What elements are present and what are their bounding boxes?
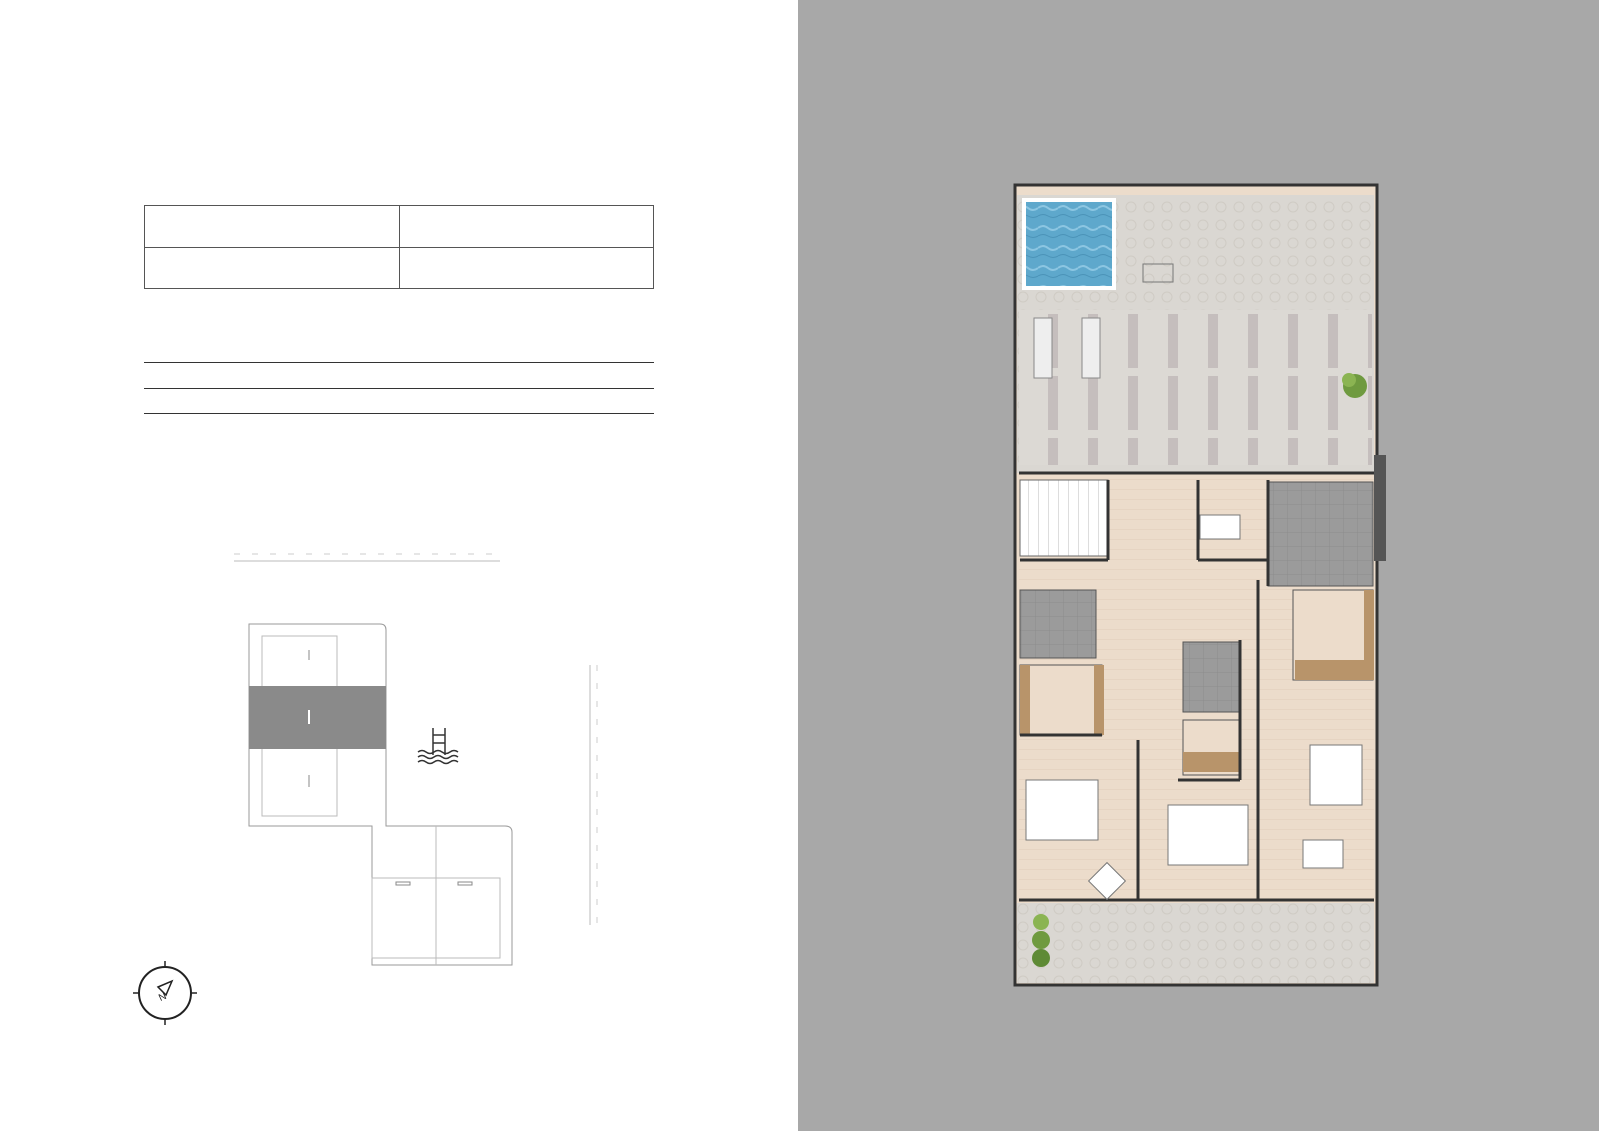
unit-info-table bbox=[144, 205, 654, 289]
plunge-pool bbox=[1024, 200, 1114, 288]
unit-series-header bbox=[399, 206, 654, 248]
levels-header bbox=[145, 206, 400, 248]
area-row-balcony bbox=[144, 389, 654, 414]
plant-icon bbox=[1032, 931, 1050, 949]
area-row-apartment bbox=[144, 364, 654, 389]
bed-right bbox=[1310, 745, 1362, 805]
staircase bbox=[1020, 480, 1108, 556]
bed-center bbox=[1168, 805, 1248, 865]
area-row-total bbox=[144, 416, 654, 440]
private-terrace-area bbox=[1017, 903, 1374, 983]
unit-02-highlight bbox=[249, 686, 386, 749]
tree-column-side-icon bbox=[590, 665, 597, 925]
levels-value bbox=[145, 247, 400, 289]
north-compass-icon bbox=[133, 961, 197, 1025]
pool-icon bbox=[418, 728, 458, 764]
floor-plan bbox=[798, 0, 1599, 1000]
area-table-header bbox=[144, 340, 654, 363]
building-outline bbox=[249, 624, 512, 965]
unit-series-value bbox=[399, 247, 654, 289]
svg-text:N: N bbox=[157, 990, 169, 1004]
floor-plan-panel bbox=[798, 0, 1599, 1131]
key-plan bbox=[0, 480, 798, 1040]
tree-row-top-icon bbox=[234, 554, 500, 561]
bed-left bbox=[1026, 780, 1098, 840]
